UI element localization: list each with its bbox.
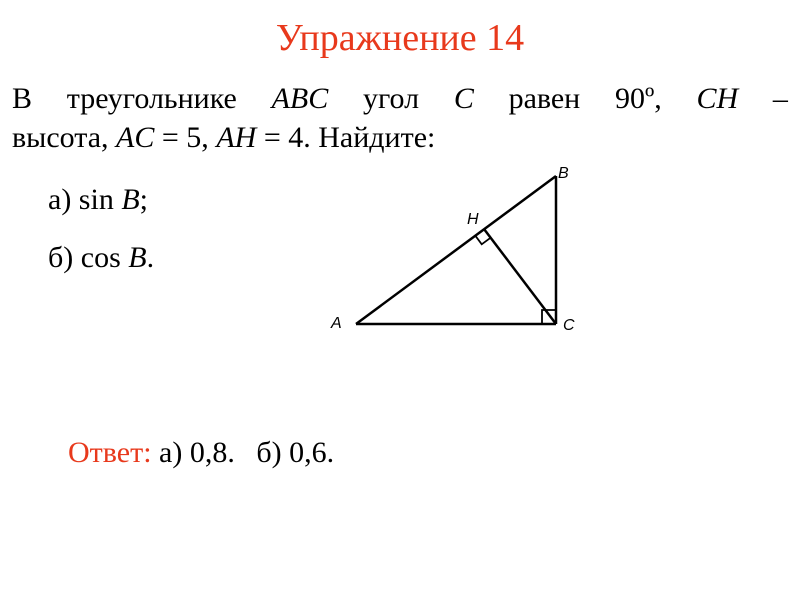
problem-var-ac: AC — [116, 121, 155, 154]
answer-part-b: б) 0,6. — [256, 436, 335, 469]
problem-word: В — [12, 82, 33, 115]
answer-label: Ответ: — [68, 436, 152, 469]
problem-word: треугольнике — [66, 82, 237, 115]
question-a-prefix: а) sin — [48, 183, 122, 216]
answer-line — [68, 434, 334, 472]
question-b-prefix: б) cos — [48, 241, 129, 274]
point-label-c: C — [563, 317, 575, 334]
point-label-b: B — [558, 165, 569, 182]
problem-text: = 5, — [154, 121, 217, 154]
question-b-var: B — [128, 241, 147, 274]
problem-var-ah: AH — [216, 121, 257, 154]
exercise-title: Упражнение 14 — [275, 17, 525, 59]
problem-word: 90º, — [614, 82, 662, 115]
problem-text: = 4. Найдите: — [256, 121, 436, 154]
problem-text: высота, — [12, 121, 117, 154]
right-angle-mark-h — [475, 236, 490, 245]
question-b-suffix: . — [146, 241, 155, 274]
problem-word: ABC — [271, 82, 329, 115]
answer-part-a: а) 0,8. — [159, 436, 235, 469]
point-label-h: H — [467, 211, 479, 228]
side-ab — [356, 176, 556, 324]
problem-word: равен — [508, 82, 581, 115]
problem-word: CH — [696, 82, 739, 115]
point-label-a: A — [331, 315, 342, 332]
problem-word: угол — [362, 82, 420, 115]
problem-word: C — [453, 82, 474, 115]
problem-word: – — [772, 82, 788, 115]
question-a-var: B — [121, 183, 140, 216]
question-a-suffix: ; — [139, 183, 148, 216]
